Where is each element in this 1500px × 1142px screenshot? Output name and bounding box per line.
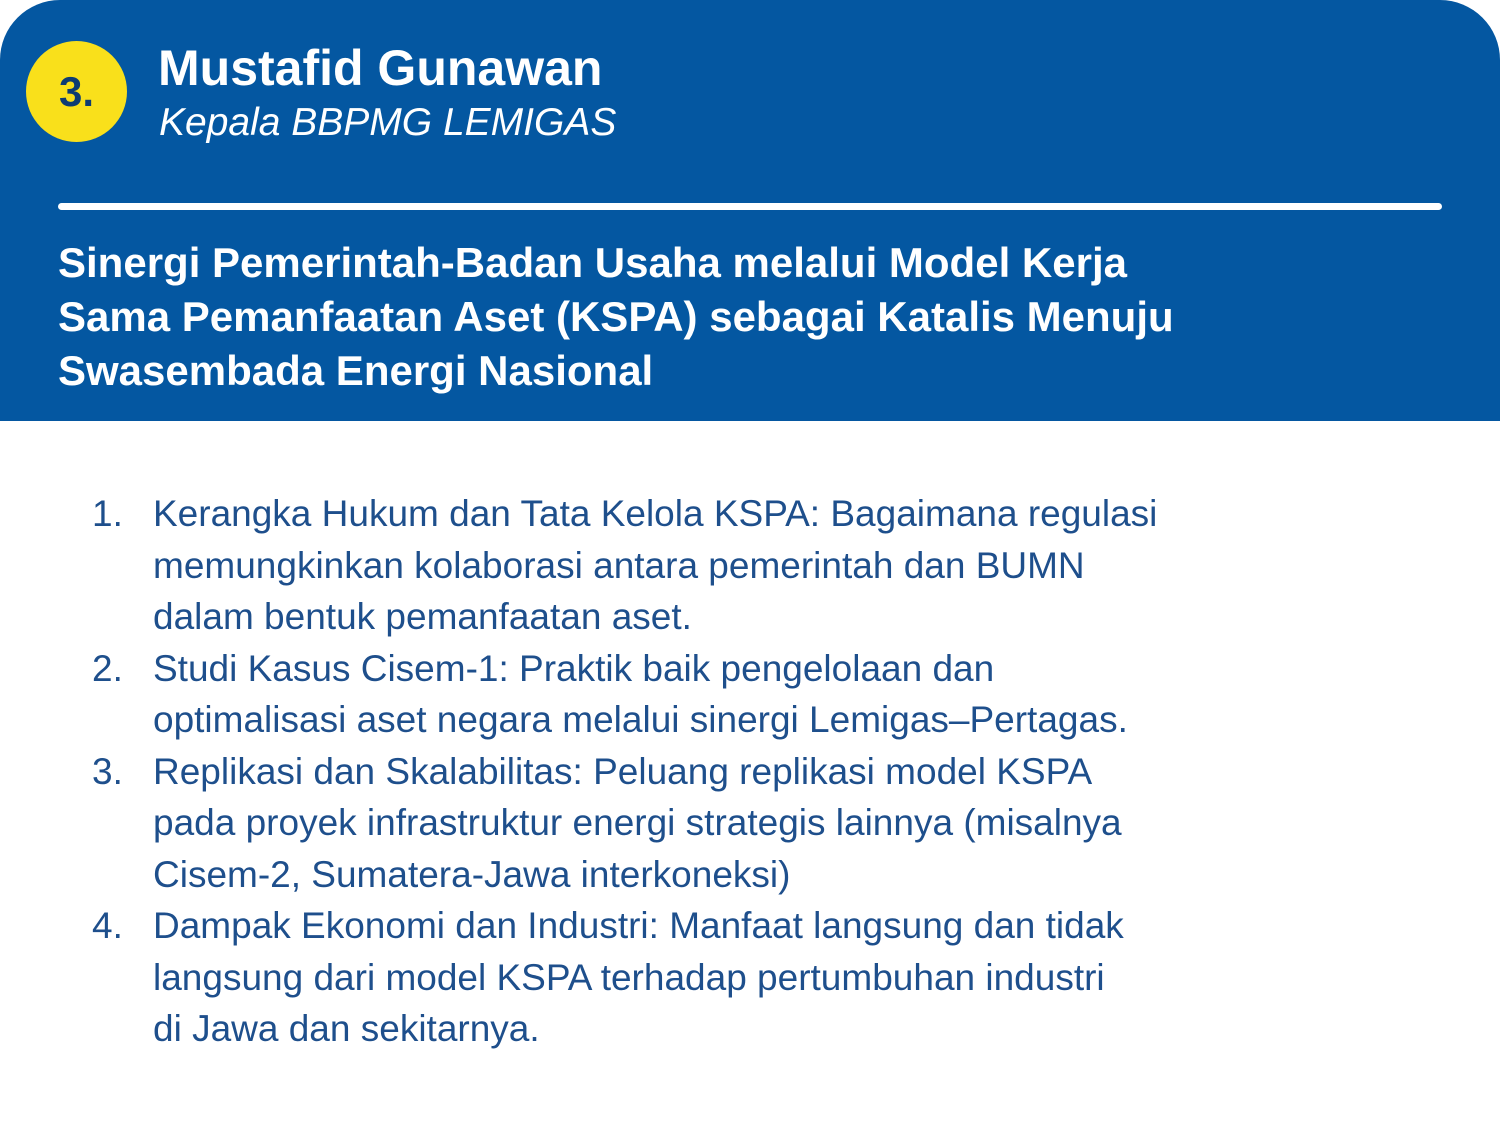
speaker-name: Mustafid Gunawan <box>158 40 603 96</box>
discussion-points-list <box>92 488 1432 1055</box>
list-item-line: memungkinkan kolaborasi antara pemerintah dan BUMN <box>153 544 1085 586</box>
list-item-line: langsung dari model KSPA terhadap pertumbuhan industri <box>153 956 1105 998</box>
header-panel <box>0 0 1500 421</box>
topic-title <box>58 236 1458 398</box>
list-item-number: 2. <box>92 647 123 689</box>
list-item-number: 1. <box>92 493 123 534</box>
topic-title-line: Swasembada Energi Nasional <box>58 347 654 394</box>
list-item-line: dalam bentuk pemanfaatan aset. <box>153 596 692 637</box>
list-item <box>92 643 1432 746</box>
list-item-line: Dampak Ekonomi dan Industri: Manfaat langsung dan tidak <box>153 905 1124 946</box>
list-item-text <box>153 900 1432 1055</box>
list-item-line: optimalisasi aset negara melalui sinergi Lemigas–Pertagas. <box>153 699 1128 740</box>
list-item-text <box>153 746 1432 901</box>
list-item-text <box>153 488 1432 643</box>
list-item <box>92 488 1432 643</box>
number-badge <box>26 41 127 142</box>
topic-title-line: Sama Pemanfaatan Aset (KSPA) sebagai Katalis Menuju <box>58 293 1174 340</box>
header-divider <box>58 203 1442 210</box>
speaker-role: Kepala BBPMG LEMIGAS <box>159 101 617 144</box>
list-item <box>92 900 1432 1055</box>
number-badge-label: 3. <box>58 67 95 115</box>
list-item-line: pada proyek infrastruktur energi strategis lainnya (misalnya <box>153 802 1122 843</box>
list-item-number: 4. <box>92 905 123 946</box>
list-item <box>92 746 1432 901</box>
list-item-text <box>153 643 1432 746</box>
list-item-line: Replikasi dan Skalabilitas: Peluang replikasi model KSPA <box>153 750 1093 792</box>
list-item-line: Cisem-2, Sumatera-Jawa interkoneksi) <box>153 853 791 895</box>
list-item-line: Kerangka Hukum dan Tata Kelola KSPA: Bagaimana regulasi <box>153 493 1158 534</box>
list-item-line: di Jawa dan sekitarnya. <box>153 1008 540 1049</box>
list-item-line: Studi Kasus Cisem-1: Praktik baik pengelolaan dan <box>153 647 995 689</box>
topic-title-line: Sinergi Pemerintah-Badan Usaha melalui Model Kerja <box>58 239 1127 286</box>
list-item-number: 3. <box>92 750 123 792</box>
